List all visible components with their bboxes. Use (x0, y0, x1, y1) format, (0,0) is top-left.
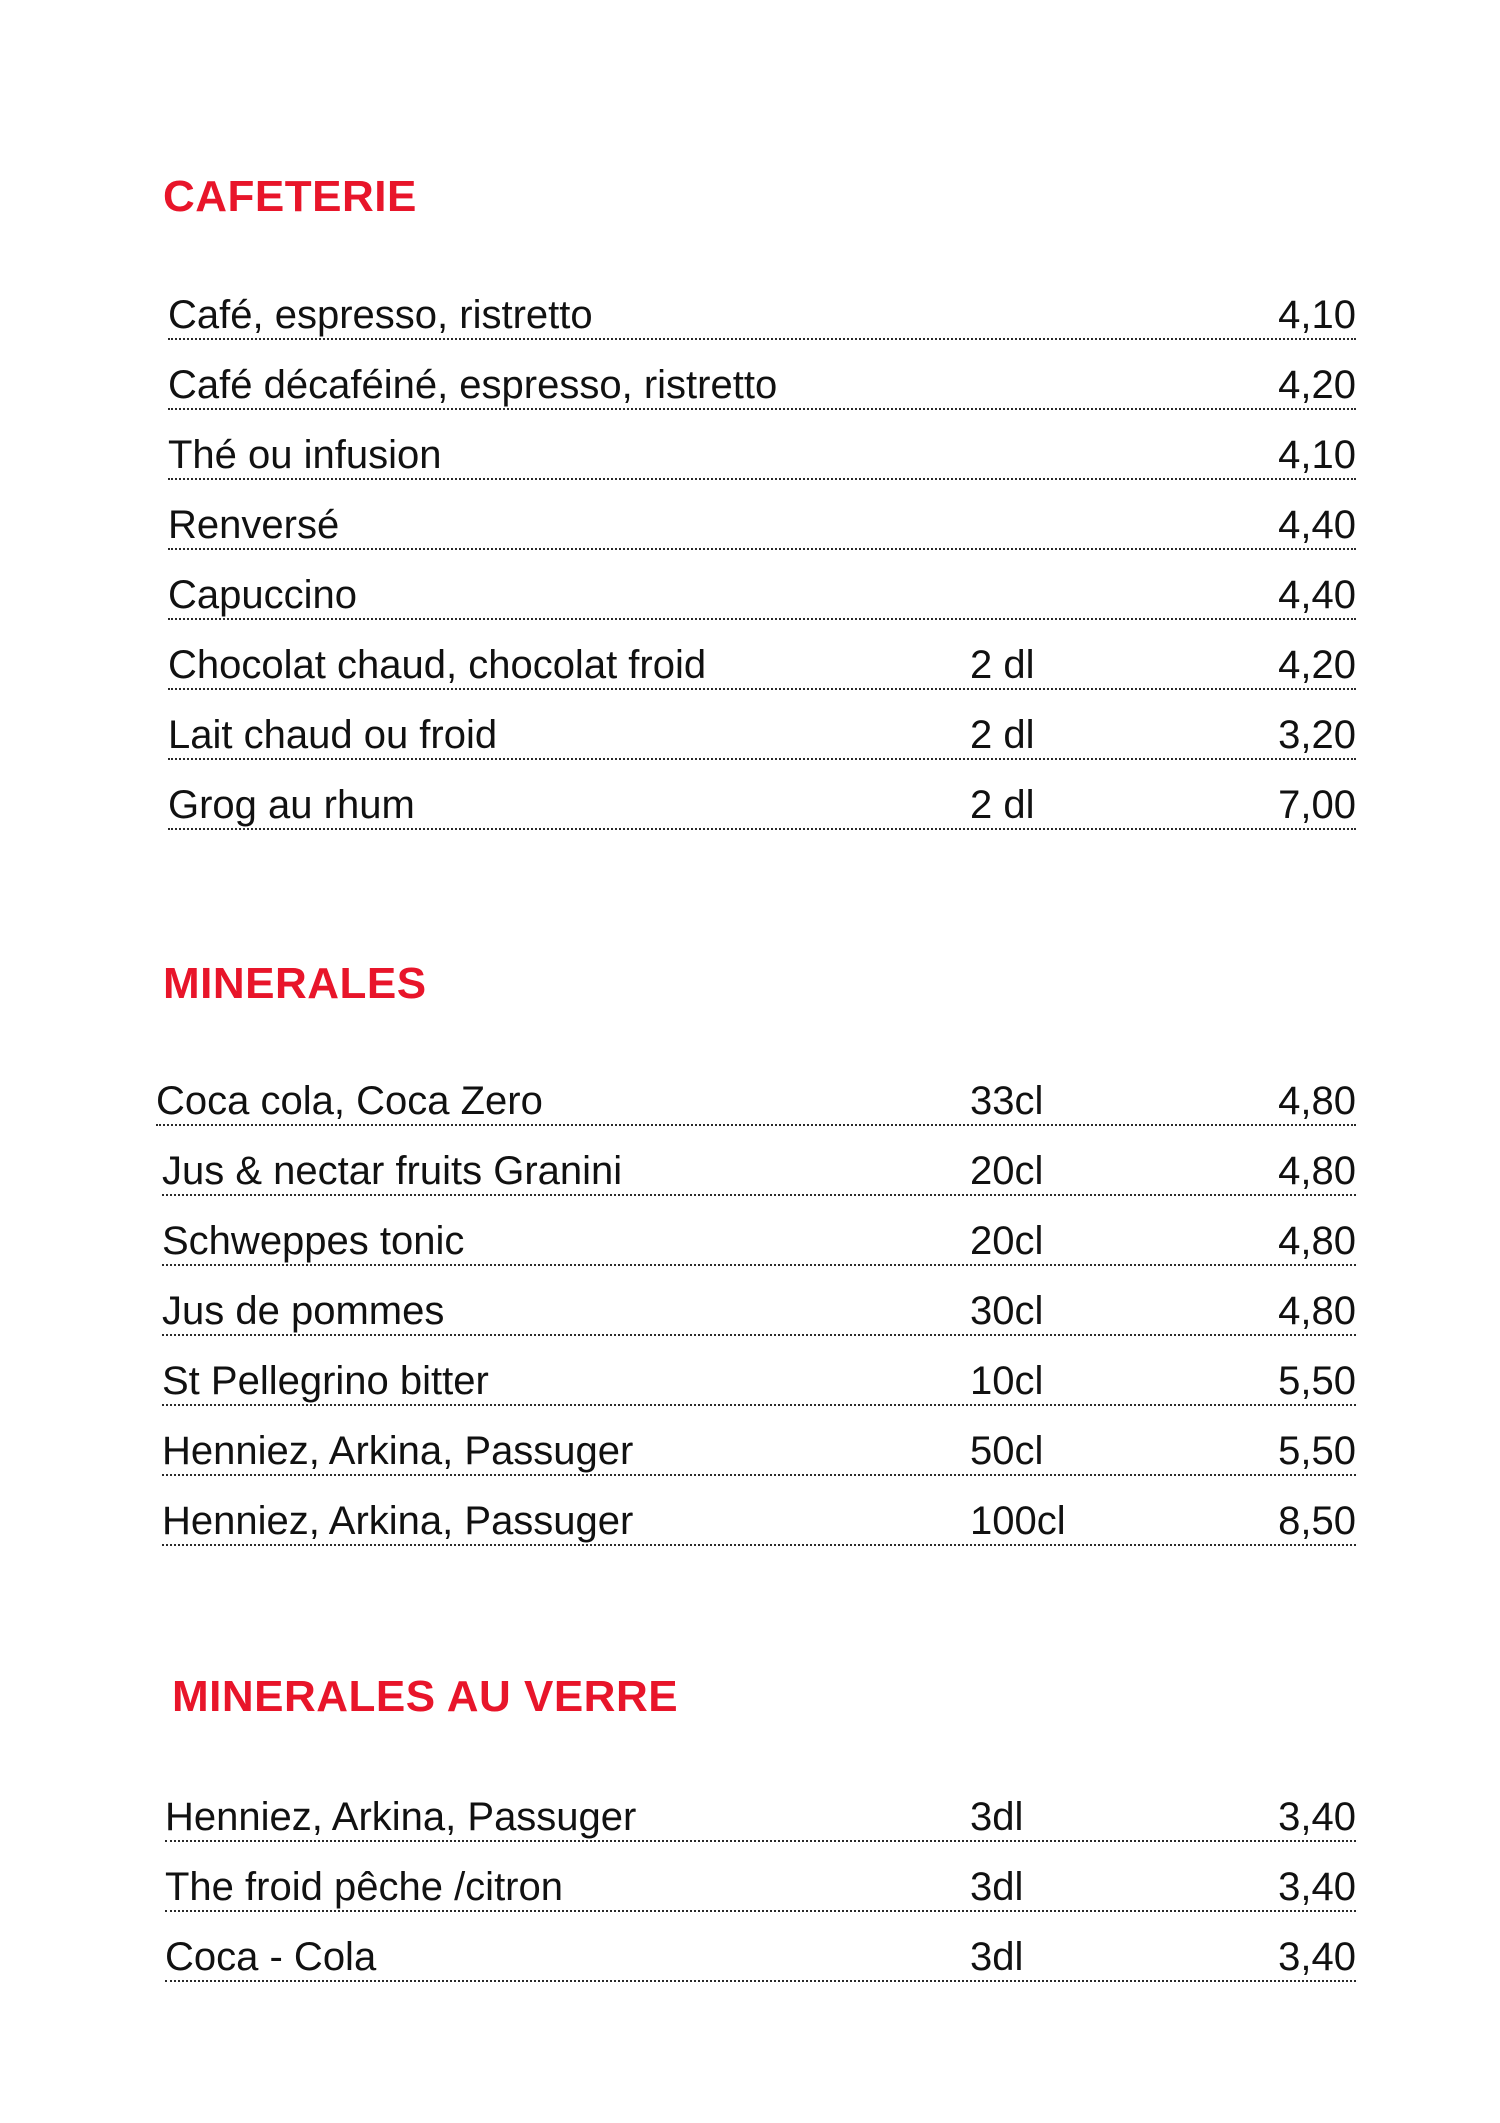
item-name: Café décaféiné, espresso, ristretto (168, 363, 778, 407)
item-qty: 50cl (970, 1429, 1044, 1473)
item-name: Thé ou infusion (168, 433, 442, 477)
item-name: The froid pêche /citron (165, 1865, 563, 1909)
menu-item (162, 1148, 1356, 1196)
item-name: Coca cola, Coca Zero (156, 1079, 543, 1123)
item-name: Grog au rhum (168, 783, 415, 827)
item-price: 3,40 (1278, 1795, 1356, 1839)
menu-item (168, 292, 1356, 340)
item-price: 4,10 (1278, 433, 1356, 477)
item-name: Henniez, Arkina, Passuger (165, 1795, 637, 1839)
item-price: 4,10 (1278, 293, 1356, 337)
menu-item (165, 1934, 1356, 1982)
item-qty: 10cl (970, 1359, 1044, 1403)
menu-item (162, 1288, 1356, 1336)
item-qty: 20cl (970, 1219, 1044, 1263)
item-qty: 30cl (970, 1289, 1044, 1333)
item-price: 4,40 (1278, 573, 1356, 617)
menu-item (168, 362, 1356, 410)
item-name: Café, espresso, ristretto (168, 293, 593, 337)
section-title-cafeterie: CAFETERIE (163, 172, 417, 221)
menu-item (162, 1428, 1356, 1476)
menu-item (168, 572, 1356, 620)
item-price: 7,00 (1278, 783, 1356, 827)
menu-item (168, 782, 1356, 830)
item-price: 4,80 (1278, 1219, 1356, 1263)
item-price: 4,20 (1278, 643, 1356, 687)
menu-item (168, 502, 1356, 550)
item-price: 4,20 (1278, 363, 1356, 407)
item-name: Henniez, Arkina, Passuger (162, 1499, 634, 1543)
item-price: 3,40 (1278, 1935, 1356, 1979)
menu-item (168, 712, 1356, 760)
item-price: 4,80 (1278, 1289, 1356, 1333)
item-name: Lait chaud ou froid (168, 713, 498, 757)
menu-item (162, 1218, 1356, 1266)
item-name: Schweppes tonic (162, 1219, 465, 1263)
item-name: Chocolat chaud, chocolat froid (168, 643, 707, 687)
item-qty: 3dl (970, 1935, 1024, 1979)
item-qty: 2 dl (970, 713, 1035, 757)
menu-item (156, 1078, 1356, 1126)
item-name: Jus de pommes (162, 1289, 445, 1333)
item-price: 4,80 (1278, 1149, 1356, 1193)
item-qty: 3dl (970, 1865, 1024, 1909)
item-name: Renversé (168, 503, 340, 547)
item-name: St Pellegrino bitter (162, 1359, 489, 1403)
item-qty: 100cl (970, 1499, 1066, 1543)
item-qty: 3dl (970, 1795, 1024, 1839)
item-price: 5,50 (1278, 1359, 1356, 1403)
item-qty: 20cl (970, 1149, 1044, 1193)
menu-item (162, 1358, 1356, 1406)
item-price: 4,80 (1278, 1079, 1356, 1123)
menu-item (168, 432, 1356, 480)
item-price: 3,20 (1278, 713, 1356, 757)
section-title-minerales: MINERALES (163, 959, 427, 1008)
item-name: Jus & nectar fruits Granini (162, 1149, 623, 1193)
item-price: 8,50 (1278, 1499, 1356, 1543)
menu-item (168, 642, 1356, 690)
item-qty: 2 dl (970, 783, 1035, 827)
item-price: 5,50 (1278, 1429, 1356, 1473)
item-qty: 2 dl (970, 643, 1035, 687)
item-name: Coca - Cola (165, 1935, 377, 1979)
menu-item (165, 1794, 1356, 1842)
menu-item (165, 1864, 1356, 1912)
section-title-minerales-au-verre: MINERALES AU VERRE (172, 1672, 679, 1721)
item-price: 3,40 (1278, 1865, 1356, 1909)
item-name: Henniez, Arkina, Passuger (162, 1429, 634, 1473)
item-price: 4,40 (1278, 503, 1356, 547)
item-qty: 33cl (970, 1079, 1044, 1123)
menu-item (162, 1498, 1356, 1546)
item-name: Capuccino (168, 573, 358, 617)
